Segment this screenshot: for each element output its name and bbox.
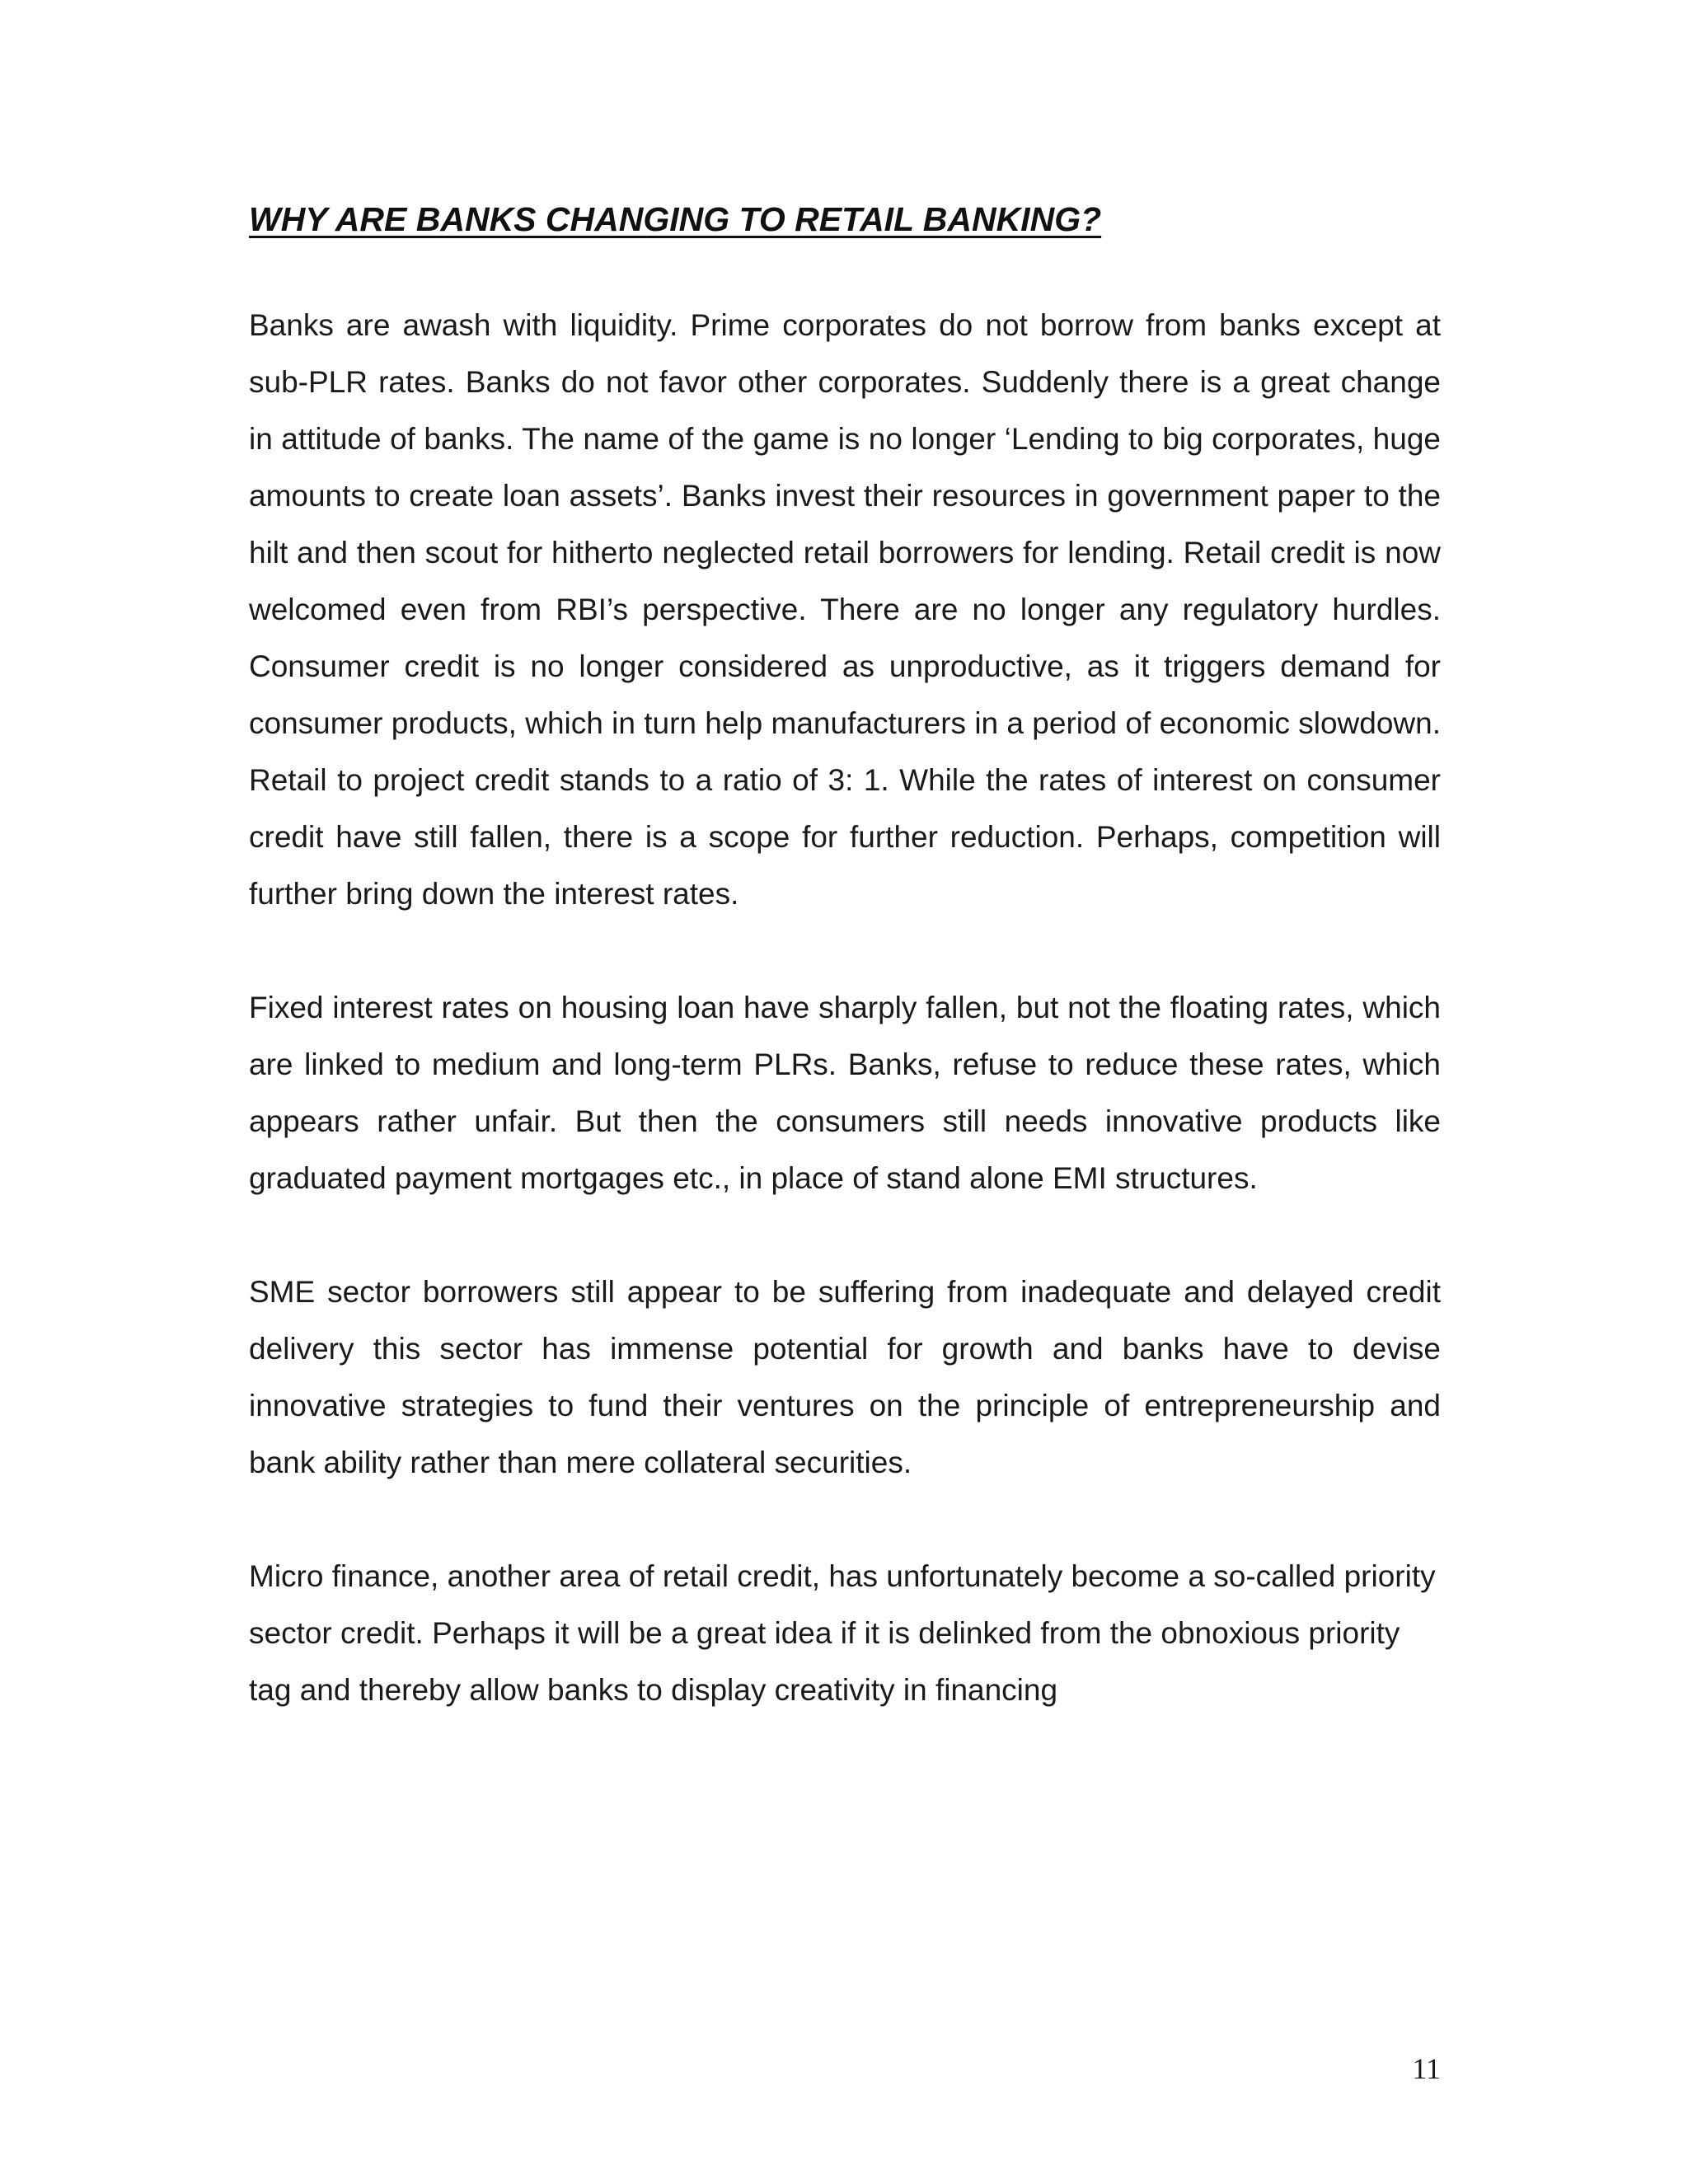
- paragraph-housing-loan: Fixed interest rates on housing loan have sharply fallen, but not the floating rates, which are linked to medium and long-term PLRs. Banks, refuse to reduce these rates, which appears rather unfair. But then the consumers still needs innovative products like graduated payment mortgages etc., in place of stand alone EMI structures.: [249, 991, 1441, 1195]
- page-number: 11: [1412, 2052, 1441, 2085]
- paragraph-micro-finance: Micro finance, another area of retail credit, has unfortunately become a so-called priority sector credit. Perhaps it will be a great idea if it is delinked from the obnoxious priority tag and thereby allow banks to display creativity in financing: [249, 1559, 1436, 1707]
- page-content: [249, 194, 1441, 1775]
- paragraph-liquidity: Banks are awash with liquidity. Prime corporates do not borrow from banks except at sub-PLR rates. Banks do not favor other corporates. Suddenly there is a great change in attitude of banks. The name of the game is no longer ‘Lending to big corporates, huge amounts to create loan assets’. Banks invest their resources in government paper to the hilt and then scout for hitherto neglected retail borrowers for lending. Retail credit is now welcomed even from RBI’s perspective. There are no longer any regulatory hurdles. Consumer credit is no longer considered as unproductive, as it triggers demand for consumer products, which in turn help manufacturers in a period of economic slowdown. Retail to project credit stands to a ratio of 3: 1. While the rates of interest on consumer credit have still fallen, there is a scope for further reduction. Perhaps, competition will further bring down the interest rates.: [249, 308, 1441, 911]
- section-heading: WHY ARE BANKS CHANGING TO RETAIL BANKING?: [249, 200, 1102, 238]
- paragraph-sme-sector: SME sector borrowers still appear to be suffering from inadequate and delayed credit delivery this sector has immense potential for growth and banks have to devise innovative strategies to fund their ventures on the principle of entrepreneurship and bank ability rather than mere collateral securities.: [249, 1275, 1441, 1479]
